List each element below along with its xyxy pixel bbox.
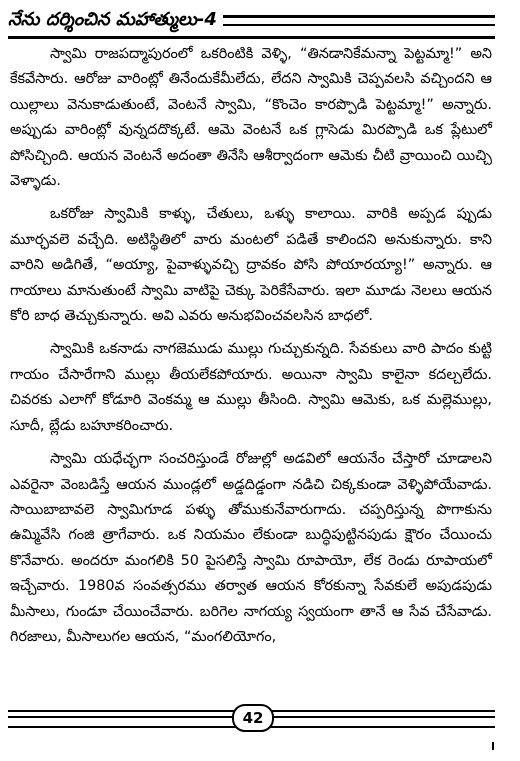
paragraph: ఒకరోజు స్వామికి కాళ్ళు, చేతులు, ఒళ్ళు కాలాయి. వారికి అప్పడ ప్పుడు మూర్ఛవలె వచ్చేది. అటిస్థితిలో వారు మంటలో పడితే కాలిందని అనుకున్నారు. కాని వారిని అడిగితే, “అయ్యా, పైవాళ్ళువచ్చి ద్రావకం పోసి పోయారయ్యా!” అన్నారు. ఆ గాయాలు మానుతుంటే స్వామి వాటిపై చెక్కు పెరికేసేవారు. ఇలా మూడు నెలలు ఆయన కోరి బాధ తెచ్చుకున్నారు. అవి ఎవరు అనుభవించవలసిన బాధలో. [10,206,492,325]
page-footer [8,700,495,736]
paragraph: స్వామి యధేచ్ఛగా సంచరిస్తుండే రోజుల్లో అడవిలో ఆయనేం చేస్తారో చూడాలని ఎవరైనా వెంబడిస్తే ఆయన ముండ్లలో అడ్డదిడ్డంగా నడిచి చిక్కకుండా వెళ్ళిపోయేవాడు. సాయిబాబావలె స్వామిగూడ పళ్ళు తోముకునేవారుగాదు. చప్పరిస్తున్న పొగాకును ఉమ్మివేసి గంజి త్రాగేవారు. ఒక నియమం లేకుండా బుద్ధిపుట్టినపుడు క్షౌరం చేయించు కొనేవారు. అందరూ మంగలికి 50 పైసలిస్తే స్వామి రూపాయో, లేక రెండు రూపాయలో ఇచ్చేవారు. 1980వ సంవత్సరము తర్వాత ఆయన కోరకున్నా సేవకులే అపుడపుడు మీసాలు, గుండూ చేయించేవారు. బరిగెల నాగయ్య స్వయంగా తానే ఆ సేవ చేసేవాడు. గిరజాలు, మీసాలుగల ఆయన, “మంగలియోగం, [10,451,492,645]
paragraph: స్వామి రాజపద్మాపురంలో ఒకరింటికి వెళ్ళి, “తినడానికేమన్నా పెట్టమ్మా!” అని కేకవేసారు. ఆరోజు వారింట్లో తినేందుకేమీలేదు, లేదని స్వామికి చెప్పవలసి వచ్చిందని ఆ యిల్లాలు వెనుకాడుతుంటే, వెంటనే స్వామి, “కొంచెం కారప్పొడి పెట్టమ్మా!” అన్నారు. అప్పుడు వారింట్లో వున్నదదొక్కటే. ఆమె వెంటనే ఒక గ్లాసెడు మిరప్పొడి ఒక ప్లేటులో పోసిచ్చింది. ఆయన వెంటనే అదంతా తినేసి ఆశీర్వాదంగా ఆమెకు చీటి వ్రాయించి యిచ్చి వెళ్ళాడు. [10,46,492,190]
page-number: 42 [232,704,274,732]
page-header [8,5,495,39]
body-text [10,42,492,658]
running-title: నేను దర్శించిన మహాత్ములు-4 [8,5,223,35]
scan-edge-mark [492,742,494,750]
paragraph: స్వామికి ఒకనాడు నాగజెముడు ముల్లు గుచ్చుకున్నది. సేవకులు వారి పాదం కుట్టి గాయం చేసారేగాని ముల్లు తీయలేకపోయారు. అయినా స్వామి కాలైనా కదల్చలేదు. చివరకు ఎలాగో కోడూరి వెంకమ్మ ఆ ముల్లు తీసింది. స్వామి ఆమెకు, ఒక మల్లెముల్లు, సూదీ, బ్లేడు బహూకరించారు. [10,341,492,434]
